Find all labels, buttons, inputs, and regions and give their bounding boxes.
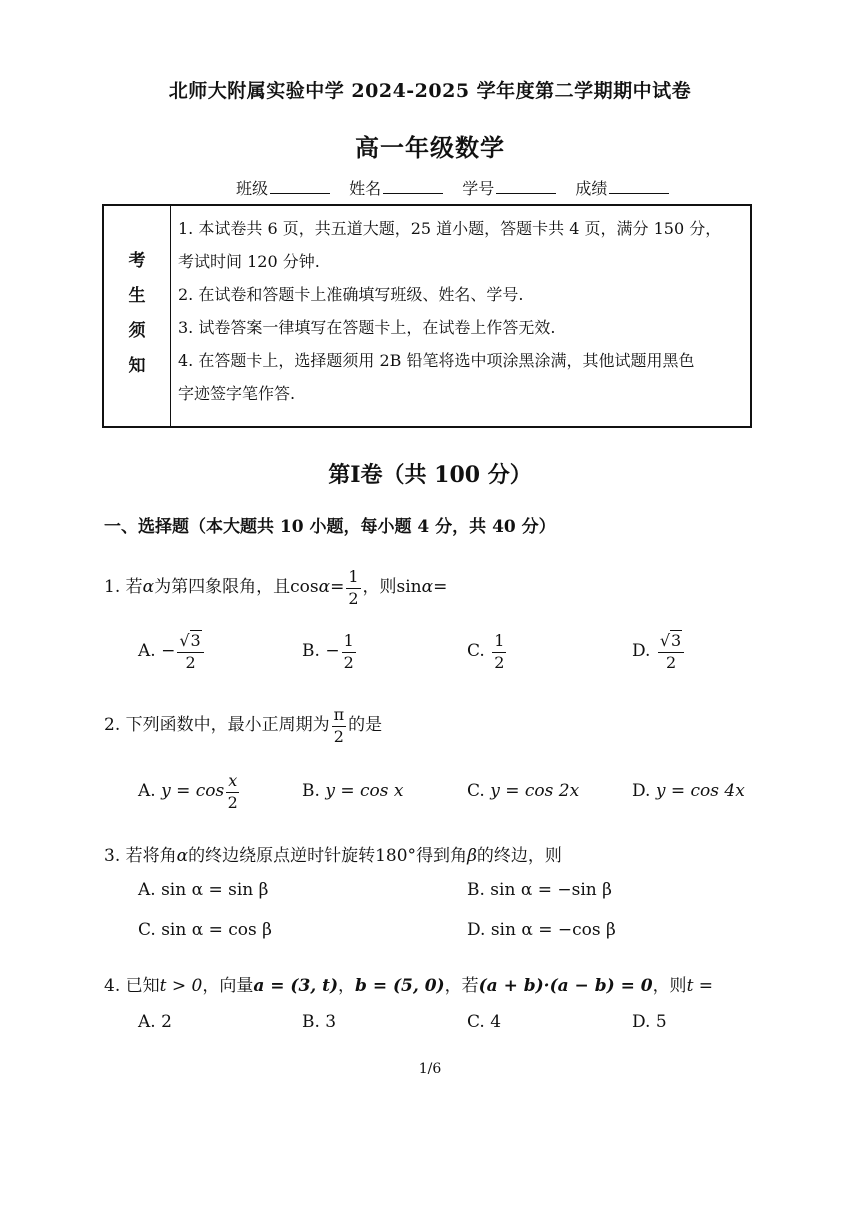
student-info-fields: [236, 176, 683, 199]
notice-label-char: 须: [128, 321, 146, 341]
q4-option-d: D. 5: [632, 1012, 667, 1032]
q3-option-a: A. sin α = sin β: [138, 880, 269, 900]
q1-option-d: D. $\frac{√3}{2}$: [632, 632, 686, 671]
q3-option-d: D. sin α = −cos β: [467, 920, 616, 940]
notice-label-char: 生: [128, 286, 146, 306]
notice-line: 1. 本试卷共 6 页，共五道大题，25 道小题，答题卡共 4 页，满分 150 分，: [178, 219, 722, 238]
q1-option-c: C. $\frac{1}{2}$: [467, 631, 505, 672]
score-field: 成绩: [575, 176, 669, 199]
section-title: 第Ⅰ卷（共 100 分）: [328, 462, 532, 488]
q2-option-c: C. y = cos 2x: [467, 781, 580, 801]
fraction: $\frac{1}{2}$: [348, 567, 359, 608]
notice-label-char: 考: [128, 251, 146, 271]
class-field: 班级: [236, 176, 330, 199]
notice-line: 3. 试卷答案一律填写在答题卡上，在试卷上作答无效.: [178, 318, 556, 337]
page-number: 1/6: [418, 1061, 442, 1077]
question-2: 2. 下列函数中，最小正周期为 $\frac{\pi}{2}$ 的是: [104, 705, 383, 746]
q2-option-a: A. y = cos $\frac{x}{2}$: [138, 771, 238, 812]
notice-line: 2. 在试卷和答题卡上准确填写班级、姓名、学号.: [178, 285, 524, 304]
q3-option-b: B. sin α = −sin β: [467, 880, 612, 900]
notice-line: 4. 在答题卡上，选择题须用 2B 铅笔将选中项涂黑涂满，其他试题用黑色: [178, 351, 695, 370]
q1-option-b: B. − $\frac{1}{2}$: [302, 631, 354, 672]
question-1: 1. 若α为第四象限角，且cosα= $\frac{1}{2}$ ，则sinα=: [104, 567, 448, 608]
part-heading: 一、选择题（本大题共 10 小题，每小题 4 分，共 40 分）: [104, 517, 556, 537]
q2-option-b: B. y = cos x: [302, 781, 404, 801]
notice-line: 字迹签字笔作答.: [178, 384, 296, 403]
notice-label-char: 知: [128, 356, 146, 376]
q4-option-c: C. 4: [467, 1012, 502, 1032]
notice-label: [104, 206, 171, 426]
q4-option-a: A. 2: [138, 1012, 172, 1032]
exam-subject: 高一年级数学: [355, 133, 505, 162]
q2-option-d: D. y = cos 4x: [632, 781, 745, 801]
student-id-field: 学号: [462, 176, 556, 199]
notice-line: 考试时间 120 分钟.: [178, 252, 320, 271]
q3-option-c: C. sin α = cos β: [138, 920, 272, 940]
q1-option-a: A. − $\frac{√3}{2}$: [138, 632, 206, 671]
exam-title: 北师大附属实验中学 2024-2025 学年度第二学期期中试卷: [168, 80, 692, 102]
exam-notice-box: [102, 204, 752, 428]
question-3: 3. 若将角α的终边绕原点逆时针旋转180°得到角β的终边，则: [104, 846, 562, 866]
fraction: $\frac{\pi}{2}$: [333, 705, 345, 746]
question-4: 4. 已知t > 0，向量a = (3, t)，b = (5, 0)，若(a + b)·(a − b) = 0，则t =: [104, 976, 714, 996]
notice-body: [178, 212, 748, 410]
q4-option-b: B. 3: [302, 1012, 337, 1032]
name-field: 姓名: [349, 176, 443, 199]
